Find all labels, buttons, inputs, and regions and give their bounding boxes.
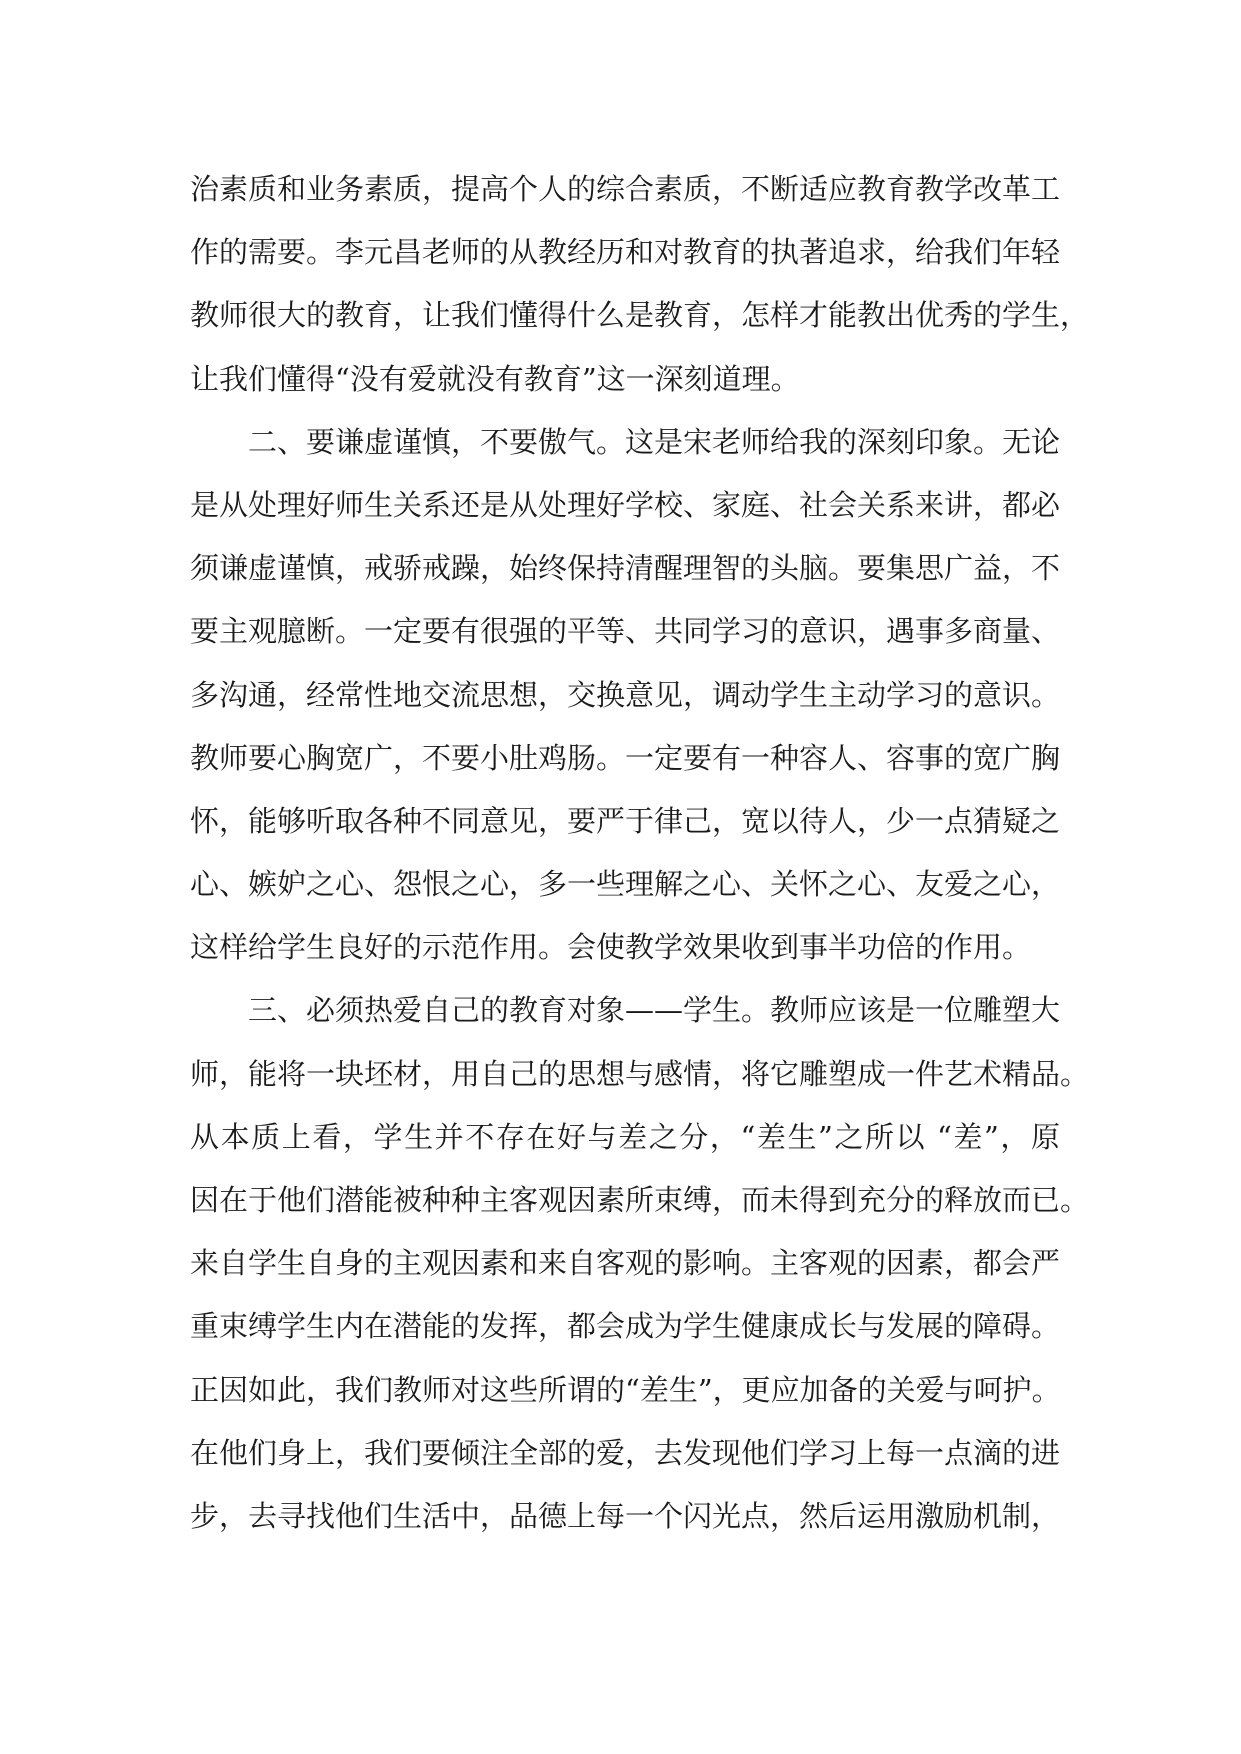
text-line: 教师很大的教育，让我们懂得什么是教育，怎样才能教出优秀的学生， bbox=[190, 298, 1090, 333]
paragraph-two bbox=[190, 411, 1060, 980]
text-line: 因在于他们潜能被种种主客观因素所束缚，而未得到充分的释放而已。 bbox=[190, 1183, 1090, 1217]
text-line: 要主观臆断。一定要有很强的平等、共同学习的意识，遇事多商量、 bbox=[190, 614, 1061, 649]
text-line: 来自学生自身的主观因素和来自客观的影响。主客观的因素，都会严 bbox=[190, 1246, 1061, 1281]
text-line: 重束缚学生内在潜能的发挥，都会成为学生健康成长与发展的障碍。 bbox=[190, 1309, 1061, 1344]
text-line: 从本质上看，学生并不存在好与差之分，“差生”之所以 “差”，原 bbox=[190, 1119, 1060, 1154]
text-line: 治素质和业务素质，提高个人的综合素质，不断适应教育教学改革工 bbox=[190, 172, 1061, 206]
text-line: 步，去寻找他们生活中，品德上每一个闪光点，然后运用激励机制， bbox=[190, 1498, 1061, 1533]
text-line: 作的需要。李元昌老师的从教经历和对教育的执著追求，给我们年轻 bbox=[190, 235, 1061, 270]
text-line: 二、要谦虚谨慎，不要傲气。这是宋老师给我的深刻印象。无论 bbox=[248, 424, 1061, 459]
text-line: 多沟通，经常性地交流思想，交换意见，调动学生主动学习的意识。 bbox=[190, 677, 1061, 712]
text-line: 正因如此，我们教师对这些所谓的“差生”，更应加备的关爱与呵护。 bbox=[190, 1372, 1061, 1407]
text-line: 在他们身上，我们要倾注全部的爱，去发现他们学习上每一点滴的进 bbox=[190, 1435, 1061, 1470]
text-line: 让我们懂得“没有爱就没有教育”这一深刻道理。 bbox=[190, 361, 800, 396]
text-line: 须谦虚谨慎，戒骄戒躁，始终保持清醒理智的头脑。要集思广益，不 bbox=[190, 551, 1061, 586]
text-line: 师，能将一块坯材，用自己的思想与感情，将它雕塑成一件艺术精品。 bbox=[190, 1056, 1090, 1091]
text-line: 怀，能够听取各种不同意见，要严于律己，宽以待人，少一点猜疑之 bbox=[190, 803, 1061, 838]
text-line: 三、必须热爱自己的教育对象——学生。教师应该是一位雕塑大 bbox=[248, 993, 1061, 1028]
text-line: 是从处理好师生关系还是从处理好学校、家庭、社会关系来讲，都必 bbox=[190, 487, 1061, 522]
text-line: 这样给学生良好的示范作用。会使教学效果收到事半功倍的作用。 bbox=[190, 930, 1032, 965]
body-text bbox=[190, 158, 1090, 1548]
text-line: 心、嫉妒之心、怨恨之心，多一些理解之心、关怀之心、友爱之心， bbox=[190, 867, 1061, 902]
text-line: 教师要心胸宽广，不要小肚鸡肠。一定要有一种容人、容事的宽广胸 bbox=[190, 740, 1061, 775]
paragraph-three bbox=[190, 979, 1090, 1548]
paragraph-continuation bbox=[190, 158, 1090, 411]
